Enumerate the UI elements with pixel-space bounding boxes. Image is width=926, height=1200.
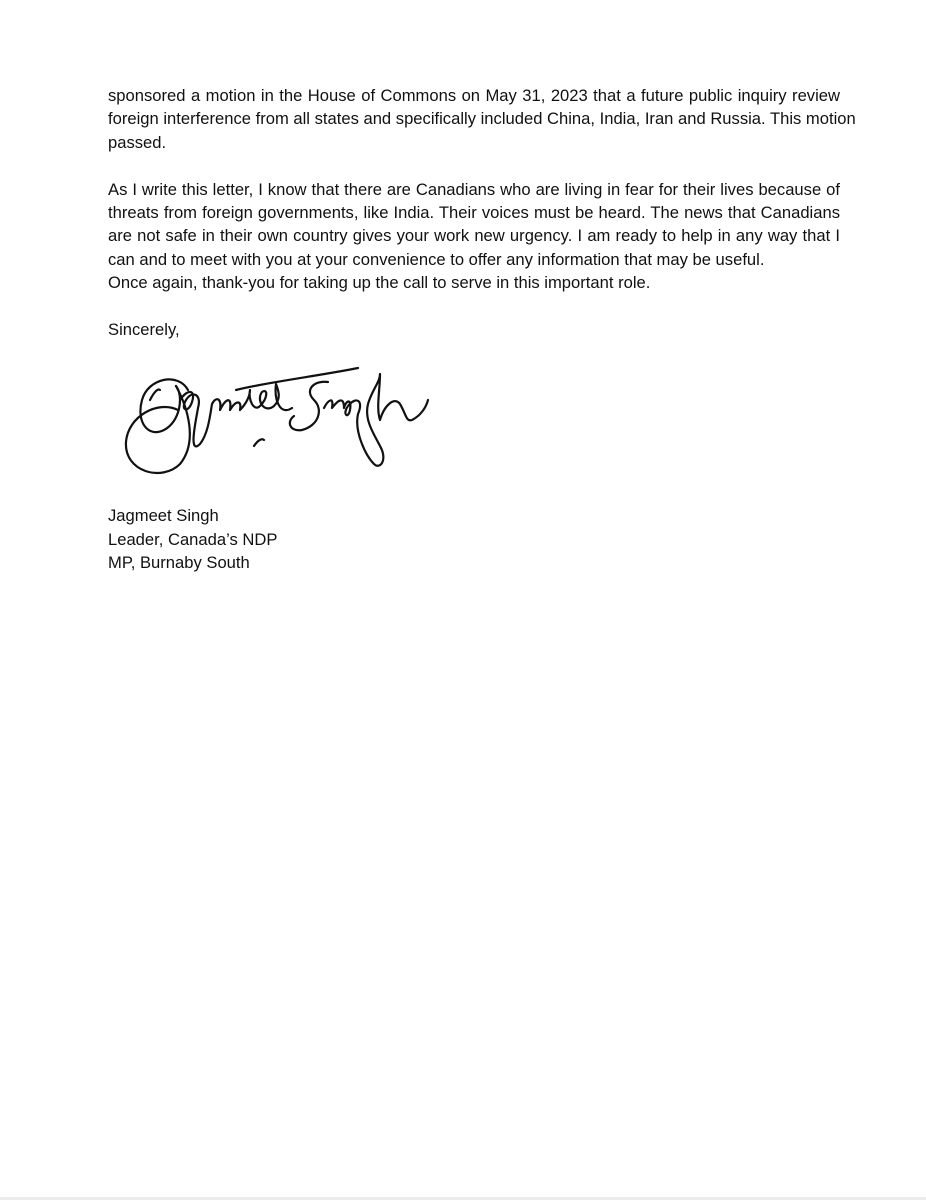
text-line: sponsored a motion in the House of Commons on May 31, 2023 that a future public inquiry review: [108, 86, 840, 105]
text-line: As I write this letter, I know that there are Canadians who are living in fear for their lives because of: [108, 179, 840, 199]
signature-stroke-crossbar: [236, 368, 358, 390]
letter-body: [108, 84, 856, 341]
text-line: passed.: [108, 132, 167, 152]
text-line: foreign interference from all states and specifically included China, India, Iran and Russia. This motion: [108, 109, 856, 129]
signature-stroke-j: [140, 379, 188, 432]
paragraph-spacer: [108, 295, 840, 318]
signature-stroke-j-accent: [150, 389, 160, 400]
signer-title: Leader, Canada’s NDP: [108, 529, 278, 549]
text-line: threats from foreign governments, like India. Their voices must be heard. The news that Canadians: [108, 203, 840, 223]
signature-stroke-agmeet: [180, 384, 292, 446]
signer-name: Jagmeet Singh: [108, 506, 219, 525]
paragraph-spacer: [108, 154, 840, 177]
signature-stroke-tick: [254, 439, 264, 446]
closing: [108, 318, 840, 341]
signature-stroke-ingh: [324, 374, 428, 466]
handwritten-signature: [118, 360, 448, 480]
paragraph-urgency: [108, 178, 840, 295]
signer-block: [108, 504, 277, 575]
signature-stroke-s: [290, 382, 328, 431]
text-line: can and to meet with you at your convenience to offer any information that may be useful.: [108, 249, 765, 269]
closing-text: Sincerely,: [108, 320, 180, 340]
signer-riding: MP, Burnaby South: [108, 553, 250, 573]
paragraph-motion: [108, 84, 856, 154]
text-line: Once again, thank-you for taking up the call to serve in this important role.: [108, 273, 651, 293]
text-line: are not safe in their own country gives your work new urgency. I am ready to help in any way that I: [108, 226, 840, 246]
